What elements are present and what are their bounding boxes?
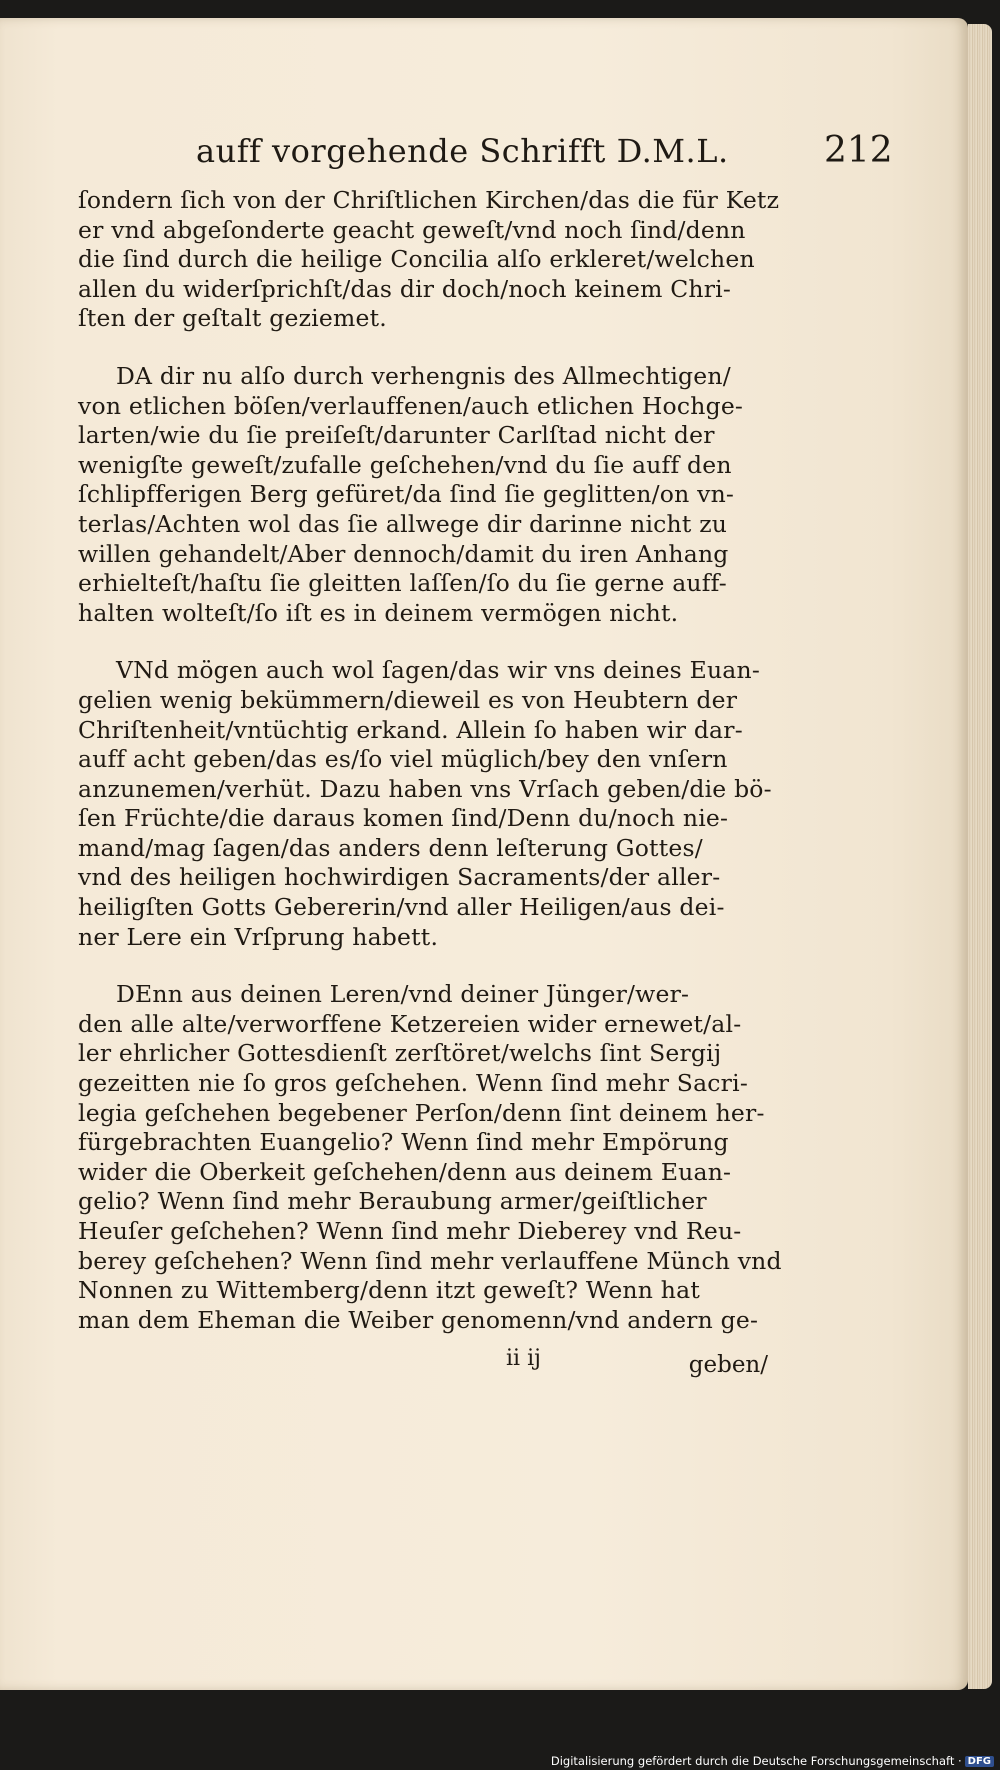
text-line: VNd mögen auch wol ſagen/das wir vns deines Euan- bbox=[116, 656, 760, 685]
page-number: 212 bbox=[824, 130, 893, 171]
text-line: DA dir nu alſo durch verhengnis des Allmechtigen/ bbox=[116, 361, 731, 390]
body-text bbox=[78, 186, 782, 1363]
text-line: Chriſtenheit/vntüchtig erkand. Allein ſo haben wir dar- bbox=[78, 715, 743, 744]
text-line: erhielteſt/haſtu ſie gleitten laſſen/ſo du ſie gerne auff- bbox=[78, 569, 727, 598]
text-line: den alle alte/verworffene Ketzereien wider ernewet/al- bbox=[78, 1009, 742, 1038]
text-line: Nonnen zu Wittemberg/denn itzt geweſt? Wenn hat bbox=[78, 1276, 700, 1305]
text-line: die ſind durch die heilige Concilia alſo erkleret/welchen bbox=[78, 245, 755, 274]
text-line: allen du widerſprichſt/das dir doch/noch keinem Chri- bbox=[78, 274, 732, 303]
page-header bbox=[196, 132, 896, 182]
text-line: ner Lere ein Vrſprung habett. bbox=[78, 922, 439, 951]
digitization-credit bbox=[551, 1754, 994, 1768]
text-line: ſondern ſich von der Chriſtlichen Kirchen/das die für Ketz bbox=[78, 186, 780, 214]
text-line: gelio? Wenn ſind mehr Beraubung armer/geiſtlicher bbox=[78, 1187, 707, 1216]
text-line: er vnd abgeſonderte geacht geweſt/vnd noch ſind/denn bbox=[78, 215, 746, 244]
text-line: man dem Eheman die Weiber genomenn/vnd andern ge- bbox=[78, 1305, 759, 1334]
dfg-logo: DFG bbox=[965, 1756, 994, 1767]
paragraph-2 bbox=[78, 362, 768, 628]
text-line: berey geſchehen? Wenn ſind mehr verlauffene Münch vnd bbox=[78, 1246, 782, 1275]
text-line: vnd des heiligen hochwirdigen Sacraments/der aller- bbox=[78, 863, 721, 892]
text-line: mand/mag ſagen/das anders denn leſterung Gottes/ bbox=[78, 833, 703, 862]
running-head: auff vorgehende Schrifft D.M.L. bbox=[196, 132, 729, 170]
page-footer bbox=[78, 1346, 768, 1380]
catchword: geben/ bbox=[688, 1352, 768, 1378]
paragraph-1 bbox=[78, 186, 780, 334]
text-line: gezeitten nie ſo gros geſchehen. Wenn ſind mehr Sacri- bbox=[78, 1069, 748, 1098]
text-line: Heuſer geſchehen? Wenn ſind mehr Dieberey vnd Reu- bbox=[78, 1217, 742, 1245]
text-line: von etlichen böſen/verlauffenen/auch etlichen Hochge- bbox=[78, 391, 744, 420]
paragraph-3 bbox=[78, 656, 772, 952]
text-line: halten wolteſt/ſo iſt es in deinem vermögen nicht. bbox=[78, 598, 679, 627]
text-line: larten/wie du ſie preiſeſt/darunter Carlſtad nicht der bbox=[78, 421, 715, 450]
text-line: wider die Oberkeit geſchehen/denn aus deinem Euan- bbox=[78, 1157, 732, 1186]
text-line: wenigſte geweſt/zufalle geſchehen/vnd du ſie auff den bbox=[78, 450, 732, 479]
text-line: auff acht geben/das es/ſo viel müglich/bey den vnſern bbox=[78, 745, 728, 774]
text-line: ler ehrlicher Gottesdienſt zerſtöret/welchs ſint Sergij bbox=[78, 1039, 722, 1068]
text-line: willen gehandelt/Aber dennoch/damit du iren Anhang bbox=[78, 539, 729, 568]
text-line: legia geſchehen begebener Perſon/denn ſint deinem her- bbox=[78, 1098, 765, 1127]
text-line: DEnn aus deinen Leren/vnd deiner Jünger/wer- bbox=[116, 980, 690, 1009]
text-line: fürgebrachten Euangelio? Wenn ſind mehr Empörung bbox=[78, 1128, 729, 1157]
signature-mark: ii ij bbox=[506, 1346, 541, 1371]
scan-background bbox=[0, 1690, 1000, 1748]
paragraph-4 bbox=[78, 980, 782, 1335]
text-line: gelien wenig bekümmern/dieweil es von Heubtern der bbox=[78, 685, 738, 714]
page-edges bbox=[968, 24, 992, 1689]
text-line: ſchlipfferigen Berg gefüret/da ſind ſie geglitten/on vn- bbox=[78, 480, 735, 509]
text-line: terlas/Achten wol das ſie allwege dir darinne nicht zu bbox=[78, 509, 728, 538]
credit-text: Digitalisierung gefördert durch die Deutsche Forschungsgemeinschaft · bbox=[550, 1754, 962, 1768]
text-line: ſen Früchte/die daraus komen ſind/Denn du/noch nie- bbox=[78, 804, 729, 833]
text-line: heiligſten Gotts Gebererin/vnd aller Heiligen/aus dei- bbox=[78, 893, 725, 922]
text-line: anzunemen/verhüt. Dazu haben vns Vrſach geben/die bö- bbox=[78, 774, 772, 803]
text-line: ſten der geſtalt geziemet. bbox=[78, 304, 387, 333]
